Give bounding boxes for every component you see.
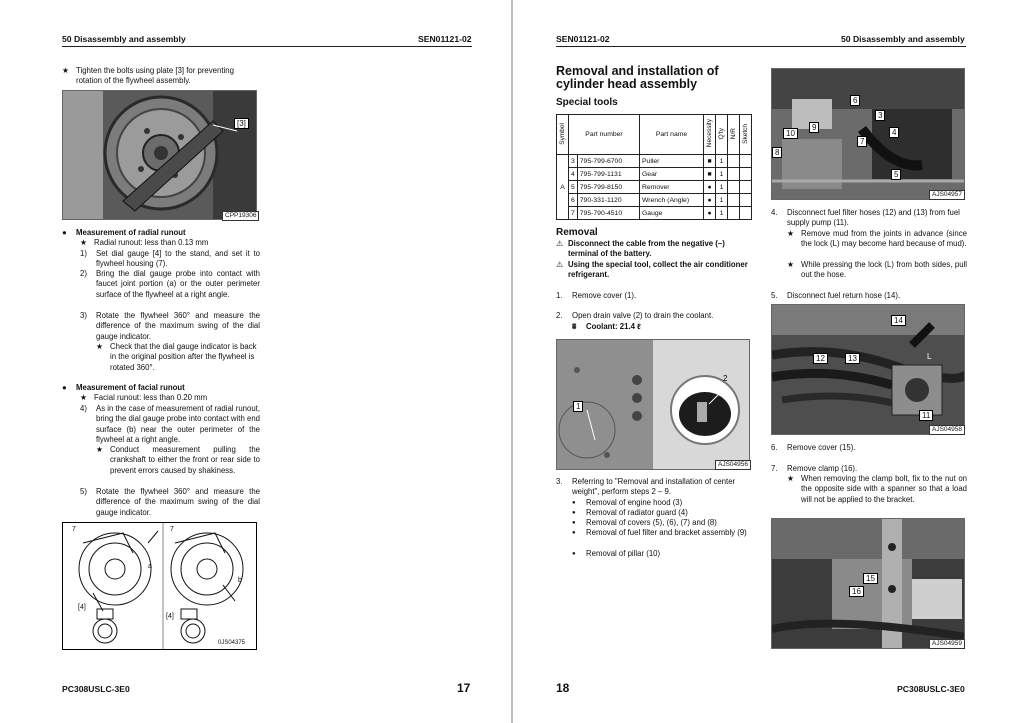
bullet-icon: ● [572, 551, 576, 557]
diagram-code: 0JS04375 [218, 640, 246, 646]
star-icon: ★ [96, 445, 103, 454]
photo-label-16: 16 [849, 586, 864, 597]
photo-code: AJS04959 [929, 639, 965, 649]
photo-label-4: 4 [889, 127, 899, 138]
facial-heading: ● Measurement of facial runout [62, 383, 185, 392]
facial-step-4: 4) As in the case of measurement of radial runout, bring the dial gauge probe into contact with end surface (b) near the outer perimeter of the flywheel at a right angle. [80, 404, 260, 445]
warning-battery: ⚠ Disconnect the cable from the negative (–) terminal of the battery. [556, 239, 725, 259]
page-18 [513, 0, 1024, 723]
diagram-label-a: a [148, 563, 152, 570]
photo-code: AJS04956 [715, 460, 751, 470]
photo-label-8: 8 [772, 147, 782, 158]
step-1: 1. Remove cover (1). [556, 291, 637, 300]
diagram-label-7a: 7 [72, 526, 76, 533]
table-row: A 3 795-799-6700 Puller ■ 1 [557, 155, 752, 168]
star-icon: ★ [62, 66, 69, 75]
footer-model: PC308USLC-3E0 [62, 684, 130, 694]
photo-label-6: 6 [850, 95, 860, 106]
radial-step-2: 2) Bring the dial gauge probe into contact with faucet joint portion (a) or the outer perimeter surface of the flywheel at a right angle. [80, 269, 260, 299]
table-header-row: Symbol Part number Part name Necessity Q'ty N/R Sketch [557, 115, 752, 155]
photo-label-2: 2 [723, 374, 728, 383]
photo-label-12: 12 [813, 353, 828, 364]
bullet-icon: ● [62, 383, 67, 392]
diagram-label-4b: [4] [166, 613, 174, 620]
photo-label-plate: [3] [234, 118, 249, 129]
coolant-icon: ⩩ [572, 322, 577, 331]
warning-icon: ⚠ [556, 239, 563, 248]
bullet-icon: ● [572, 530, 576, 536]
photo-code: CPP19306 [222, 211, 259, 221]
hoses-photo [771, 304, 965, 435]
removal-heading: Removal [556, 227, 598, 238]
radial-step-3-note: ★ Check that the dial gauge indicator is back in the original position after the flywheel is rotated 360°. [96, 342, 257, 372]
bullet-icon: ● [572, 520, 576, 526]
radial-step-1: 1) Set dial gauge [4] to the stand, and set it to flywheel housing (7). [80, 249, 260, 269]
header-doc-code: SEN01121-02 [556, 34, 610, 44]
star-icon: ★ [787, 260, 794, 269]
photo-code: AJS04957 [929, 190, 965, 200]
step-7: 7. Remove clamp (16). [771, 464, 858, 473]
list-item: ● Removal of engine hood (3) [572, 498, 683, 507]
runout-diagram [62, 522, 257, 650]
photo-label-3: 3 [875, 110, 885, 121]
photo-label-9: 9 [809, 122, 819, 133]
star-icon: ★ [787, 474, 794, 483]
page-number: 18 [556, 681, 570, 695]
header-section: 50 Disassembly and assembly [62, 34, 186, 44]
engine-photo [771, 68, 965, 200]
list-item: ● Removal of fuel filter and bracket assembly (9) [572, 528, 747, 537]
flywheel-photo [62, 90, 257, 220]
photo-code: AJS04958 [929, 425, 965, 435]
page-17 [0, 0, 511, 723]
radial-step-3: 3) Rotate the flywheel 360° and measure the difference of the maximum swing of the dial gauge indicator. [80, 311, 260, 341]
table-row: 4 795-799-1131 Gear ■ 1 [557, 168, 752, 181]
list-item: ● Removal of radiator guard (4) [572, 508, 688, 517]
photo-label-5: 5 [891, 169, 901, 180]
radial-spec: ★ Radial runout: less than 0.13 mm [80, 238, 209, 247]
list-item: ● Removal of covers (5), (6), (7) and (8) [572, 518, 717, 527]
section-title-line2: cylinder head assembly [556, 77, 698, 91]
star-icon: ★ [96, 342, 103, 351]
photo-label-1: 1 [573, 401, 583, 412]
diagram-label-b: b [238, 577, 242, 584]
special-tools-heading: Special tools [556, 97, 618, 108]
header-rule [556, 46, 966, 47]
star-icon: ★ [787, 229, 794, 238]
step-4-note-1: ★ Remove mud from the joints in advance (since the lock (L) may become hard because of mud). [787, 229, 967, 249]
page-number: 17 [457, 681, 471, 695]
section-title-line1: Removal and installation of [556, 64, 719, 78]
footer-model: PC308USLC-3E0 [897, 684, 965, 694]
table-row: 6 790-331-1120 Wrench (Angle) ● 1 [557, 194, 752, 207]
photo-label-13: 13 [845, 353, 860, 364]
step-2: 2. Open drain valve (2) to drain the coolant. [556, 311, 714, 320]
photo-label-11: 11 [919, 410, 933, 421]
photo-label-10: 10 [783, 128, 798, 139]
step-5: 5. Disconnect fuel return hose (14). [771, 291, 901, 300]
step-4-note-2: ★ While pressing the lock (L) from both sides, pull out the hose. [787, 260, 967, 280]
star-icon: ★ [80, 393, 87, 402]
header-rule [62, 46, 472, 47]
bullet-icon: ● [572, 510, 576, 516]
facial-step-5: 5) Rotate the flywheel 360° and measure the difference of the maximum swing of the dial gauge indicator. [80, 487, 260, 517]
diagram-label-4a: [4] [78, 604, 86, 611]
coolant-photo [556, 339, 750, 470]
table-row: 5 795-799-8150 Remover ● 1 [557, 181, 752, 194]
photo-label-15: 15 [863, 573, 878, 584]
special-tools-table [556, 114, 752, 220]
list-item: ● Removal of pillar (10) [572, 549, 661, 558]
star-icon: ★ [80, 238, 87, 247]
facial-step-4-note: ★ Conduct measurement pulling the crankshaft to either the front or rear side to prevent errors caused by shakiness. [96, 445, 260, 475]
warning-refrigerant: ⚠ Using the special tool, collect the air conditioner refrigerant. [556, 260, 748, 280]
step-4: 4. Disconnect fuel filter hoses (12) and (13) from fuel supply pump (11). [771, 208, 960, 228]
step-3: 3. Referring to "Removal and installation of center weight", perform steps 2 – 9. [556, 477, 736, 497]
diagram-label-7b: 7 [170, 526, 174, 533]
photo-label-7: 7 [857, 136, 867, 147]
bullet-icon: ● [62, 228, 67, 237]
coolant-capacity: ⩩ Coolant: 21.4 ℓ [572, 322, 641, 331]
facial-spec: ★ Facial runout: less than 0.20 mm [80, 393, 208, 402]
header-section: 50 Disassembly and assembly [841, 34, 965, 44]
photo-label-L: L [927, 352, 932, 361]
warning-icon: ⚠ [556, 260, 563, 269]
radial-heading: ● Measurement of radial runout [62, 228, 186, 237]
table-row: 7 795-790-4510 Gauge ● 1 [557, 207, 752, 220]
photo-label-14: 14 [891, 315, 906, 326]
bullet-icon: ● [572, 500, 576, 506]
step-7-note: ★ When removing the clamp bolt, fix to the nut on the opposite side with a spanner so that a load will not be applied to the bracket. [787, 474, 967, 504]
header-doc-code: SEN01121-02 [418, 34, 472, 44]
step-6: 6. Remove cover (15). [771, 443, 856, 452]
intro-note: ★ Tighten the bolts using plate [3] for preventing rotation of the flywheel assembly. [62, 66, 234, 86]
